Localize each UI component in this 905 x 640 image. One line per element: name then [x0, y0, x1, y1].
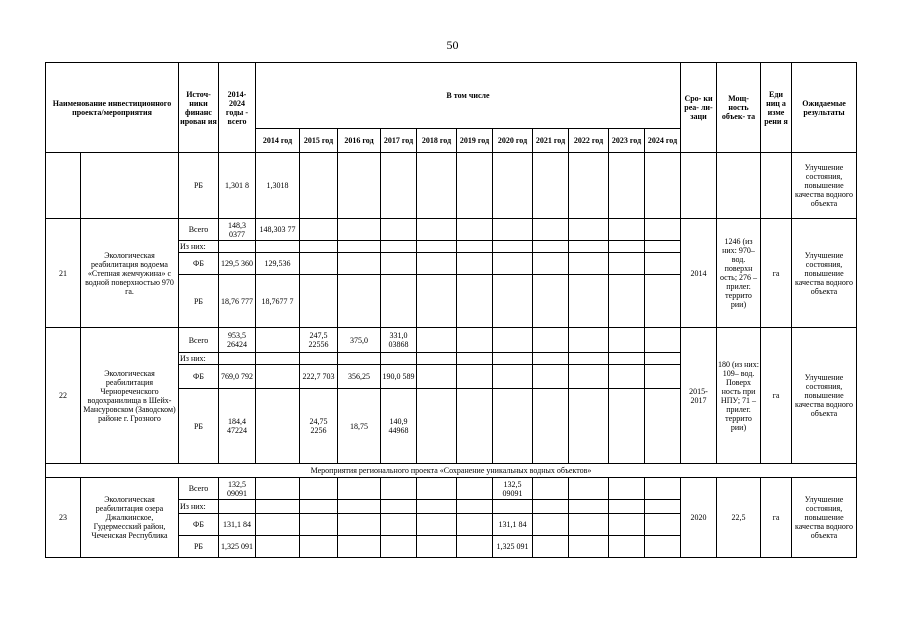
table-row	[46, 478, 857, 500]
year-header: 2016 год	[338, 129, 381, 153]
header-capacity: Мощ- ность объек- та	[717, 63, 761, 153]
source-cell: РБ	[179, 389, 219, 464]
source-cell: Всего	[179, 219, 219, 241]
source-cell: Из них:	[179, 500, 219, 514]
source-cell: РБ	[179, 275, 219, 328]
total-cell: 1,325 091	[219, 536, 256, 558]
total-cell: 132,5 09091	[219, 478, 256, 500]
year-cell: 140,9 44968	[381, 389, 417, 464]
year-cell: 1,325 091	[493, 536, 533, 558]
result-cell: Улучшение состояния, повышение качества водного объекта	[792, 219, 857, 328]
project-name: Экологическая реабилитация Чернореченского водохранилища в Шейх- Мансуровском (Заводском) районе г. Грозного	[81, 328, 179, 464]
year-header: 2018 год	[417, 129, 457, 153]
total-cell: 953,5 26424	[219, 328, 256, 353]
table-row	[46, 153, 857, 219]
header-source: Источ- ники финанс ирован ия	[179, 63, 219, 153]
year-cell: 375,0	[338, 328, 381, 353]
source-cell: Всего	[179, 328, 219, 353]
year-header: 2024 год	[645, 129, 681, 153]
year-header: 2019 год	[457, 129, 493, 153]
header-including: В том числе	[256, 63, 681, 129]
header-results: Ожидаемые результаты	[792, 63, 857, 153]
year-cell: 18,75	[338, 389, 381, 464]
row-number: 21	[46, 219, 81, 328]
source-cell: РБ	[179, 153, 219, 219]
year-cell: 222,7 703	[300, 365, 338, 389]
table-row	[46, 219, 857, 241]
unit-cell: га	[761, 219, 792, 328]
year-cell: 1,3018	[256, 153, 300, 219]
total-cell: 131,1 84	[219, 514, 256, 536]
section-row	[46, 464, 857, 478]
source-cell: Всего	[179, 478, 219, 500]
row-number: 23	[46, 478, 81, 558]
row-number: 22	[46, 328, 81, 464]
year-cell: 18,7677 7	[256, 275, 300, 328]
result-cell: Улучшение состояния, повышение качества водного объекта	[792, 153, 857, 219]
year-cell: 131,1 84	[493, 514, 533, 536]
year-cell: 331,0 03868	[381, 328, 417, 353]
year-header: 2015 год	[300, 129, 338, 153]
capacity-cell: 1246 (из них: 970– вод. поверхн ость; 276 – прилег. террито рии)	[717, 219, 761, 328]
header-period: 2014- 2024 годы - всего	[219, 63, 256, 153]
section-title: Мероприятия регионального проекта «Сохранение уникальных водных объектов»	[46, 464, 857, 478]
source-cell: ФБ	[179, 365, 219, 389]
total-cell: 1,301 8	[219, 153, 256, 219]
total-cell: 129,5 360	[219, 253, 256, 275]
year-cell: 24,75 2256	[300, 389, 338, 464]
header-terms: Сро- ки реа- ли- заци	[681, 63, 717, 153]
year-header: 2014 год	[256, 129, 300, 153]
total-cell: 18,76 777	[219, 275, 256, 328]
capacity-cell: 180 (из них: 109– вод. Поверх ность при НПУ; 71 – прилег. террито рии)	[717, 328, 761, 464]
year-cell: 190,0 589	[381, 365, 417, 389]
year-cell: 148,303 77	[256, 219, 300, 241]
source-cell: ФБ	[179, 514, 219, 536]
unit-cell: га	[761, 328, 792, 464]
year-cell: 129,536	[256, 253, 300, 275]
year-cell: 356,25	[338, 365, 381, 389]
terms-cell: 2020	[681, 478, 717, 558]
year-header: 2022 год	[569, 129, 609, 153]
project-name: Экологическая реабилитация озера Джалкинское, Гудермесский район, Чеченская Республика	[81, 478, 179, 558]
header-name: Наименование инвестиционного проекта/мероприятия	[46, 63, 179, 153]
result-cell: Улучшение состояния, повышение качества водного объекта	[792, 478, 857, 558]
source-cell: РБ	[179, 536, 219, 558]
terms-cell: 2015- 2017	[681, 328, 717, 464]
year-header: 2023 год	[609, 129, 645, 153]
table-row	[46, 328, 857, 353]
year-header: 2017 год	[381, 129, 417, 153]
page-number: 50	[446, 38, 459, 52]
header-unit: Еди ниц а изме рени я	[761, 63, 792, 153]
total-cell: 184,4 47224	[219, 389, 256, 464]
project-name: Экологическая реабилитация водоема «Степная жемчужина» с водной поверхностью 970 га.	[81, 219, 179, 328]
total-cell: 148,3 0377	[219, 219, 256, 241]
year-header: 2021 год	[533, 129, 569, 153]
year-header: 2020 год	[493, 129, 533, 153]
year-cell: 247,5 22556	[300, 328, 338, 353]
source-cell: Из них:	[179, 241, 219, 253]
year-cell: 132,5 09091	[493, 478, 533, 500]
source-cell: Из них:	[179, 353, 219, 365]
investment-table	[45, 62, 857, 558]
result-cell: Улучшение состояния, повышение качества водного объекта	[792, 328, 857, 464]
terms-cell: 2014	[681, 219, 717, 328]
total-cell: 769,0 792	[219, 365, 256, 389]
capacity-cell: 22,5	[717, 478, 761, 558]
source-cell: ФБ	[179, 253, 219, 275]
unit-cell: га	[761, 478, 792, 558]
